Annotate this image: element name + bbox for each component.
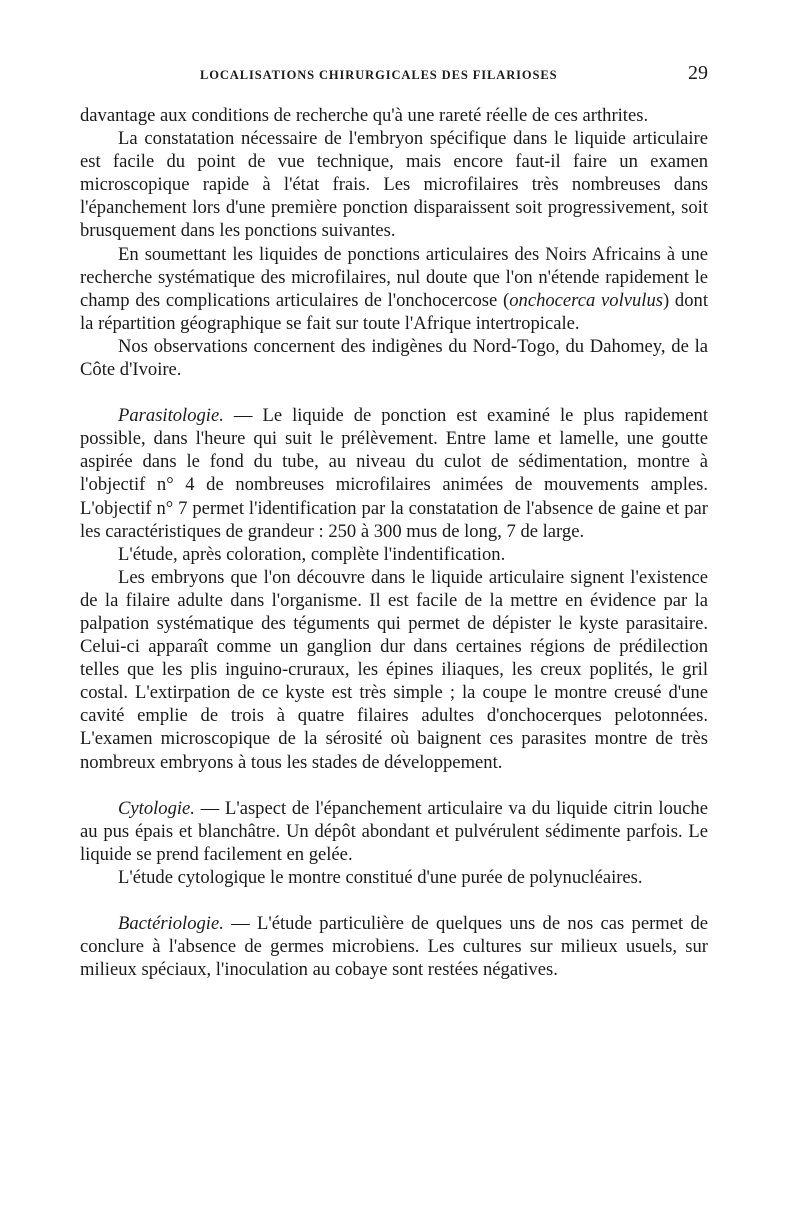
page-header bbox=[80, 62, 708, 90]
paragraph-text: davantage aux conditions de recherche qu'à une rareté réelle de ces arthrites. bbox=[80, 105, 649, 126]
paragraph-text: — L'étude particulière de quelques uns de nos cas permet de conclure à l'absence de germes microbiens. Les cultures sur milieux usuels, sur milieux spéciaux, l'inoculation au cobaye sont restées négatives. bbox=[80, 913, 708, 981]
paragraph-text: La constatation nécessaire de l'embryon spécifique dans le liquide articulaire est facile du point de vue technique, mais encore faut-il faire un examen microscopique rapide à l'état frais. Les microfilaires très nombreuses dans l'épanchement lors d'une première ponction disparaissent soit progressivement, soit brusquement dans les ponctions suivantes. bbox=[80, 128, 708, 242]
section-cytologie bbox=[80, 797, 708, 866]
paragraph-text: — L'aspect de l'épanchement articulaire va du liquide citrin louche au pus épais et blanchâtre. Un dépôt abondant et pulvérulent sédimente parfois. Le liquide se prend facilement en gelée. bbox=[80, 797, 708, 865]
page bbox=[80, 62, 708, 981]
paragraph-text: En soumettant les liquides de ponctions articulaires des Noirs Africains à une recherche systématique des microfilaires, nul doute que l'on n'étende rapidement le champ des complications articulaires de l'onchocercose ( bbox=[80, 243, 708, 311]
paragraph bbox=[80, 866, 708, 889]
running-title: LOCALISATIONS CHIRURGICALES DES FILARIOSES bbox=[200, 68, 558, 82]
paragraph bbox=[80, 127, 708, 242]
paragraph-text: L'étude cytologique le montre constitué d'une purée de polynucléaires. bbox=[118, 866, 643, 888]
section-bacteriologie bbox=[80, 912, 708, 981]
paragraph-text: — Le liquide de ponction est examiné le plus rapidement possible, dans l'heure qui suit le prélèvement. Entre lame et lamelle, une goutte aspirée dans le fond du tube, au niveau du culot de sédimentation, montre à l'objectif n° 4 de nombreuses microfilaires animées de mouvements amples. L'objectif n° 7 permet l'identification par la constatation de l'absence de gaine et par les caractéristiques de grandeur : 250 à 300 mus de long, 7 de large. bbox=[80, 405, 708, 542]
page-number: 29 bbox=[688, 62, 708, 84]
paragraph-text: Nos observations concernent des indigènes du Nord-Togo, du Dahomey, de la Côte d'Ivoire. bbox=[80, 335, 708, 381]
paragraph-text: L'étude, après coloration, complète l'indentification. bbox=[118, 543, 506, 565]
paragraph bbox=[80, 243, 708, 335]
paragraph bbox=[80, 335, 708, 381]
paragraph-text: ) dont la répartition géographique se fait sur toute l'Afrique intertropicale. bbox=[80, 289, 708, 334]
section-heading: Bactériologie. bbox=[118, 913, 224, 934]
section-heading: Parasitologie. bbox=[118, 405, 224, 427]
section-parasitologie bbox=[80, 404, 708, 543]
paragraph bbox=[80, 566, 708, 774]
section-heading: Cytologie. bbox=[118, 797, 195, 819]
species-name: onchocerca volvulus bbox=[509, 289, 663, 311]
paragraph-text: Les embryons que l'on découvre dans le liquide articulaire signent l'existence de la filaire adulte dans l'organisme. Il est facile de la mettre en évidence par la palpation systématique des téguments qui permet de dépister le kyste parasitaire. Celui-ci apparaît comme un ganglion dur dans certaines régions de prédilection telles que les plis inguino-cruraux, les épines iliaques, les creux poplités, le gril costal. L'extirpation de ce kyste est très simple ; la coupe le montre creusé d'une cavité emplie de trois à quatre filaires adultes d'onchocerques pelotonnées. L'examen microscopique de la sérosité où baignent ces parasites montre de très nombreux embryons à tous les stades de développement. bbox=[80, 566, 708, 773]
paragraph bbox=[80, 543, 708, 566]
paragraph-continuation bbox=[80, 104, 708, 127]
